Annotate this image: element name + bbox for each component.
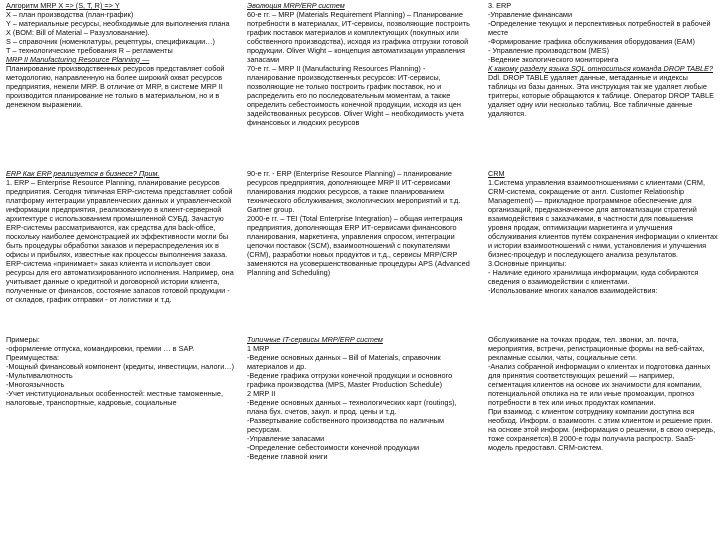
cell-crm-channels (488, 336, 718, 536)
text-line: Примеры: (6, 336, 40, 344)
text-paragraph: -Анализ собранной информации о клиентах и подготовка данных для принятия соответствующих решений — например, сегментация клиентов на основе их значимости для компании, потенциальной отклика на те или иные промоакции, прогноз потребности в тех или иных продуктах компании. (488, 361, 711, 407)
text-line: 3.Основные принципы: (488, 258, 567, 268)
text-line: -Ведение основных данных – Bill of Materials, справочник материалов и др. (247, 352, 441, 371)
text-line: -Мощный финансовый компонент (кредиты, инвестиции, налоги…) (6, 361, 234, 371)
text-paragraph: При взаимод. с клиентом сотруднику компании доступна вся необход. Информ. о взаимоотн. с этим клиентом и решение прин. на основе этой информ. (информация о решении, в свою очередь, тоже сохраняется).В 2000-е годы получила распростр. SaaS-модель предоставл. CRM-систем. (488, 406, 716, 452)
text-paragraph: Планирование производственных ресурсов представляет собой методологию, направленную на более широкий охват ресурсов предприятия, нежели MRP. В отличие от MRP, в системе MRP II производится планирование не только в материальном, но и в денежном выражении. (6, 63, 225, 109)
text-line: Y – материальные ресурсы, необходимые для выполнения плана X (BOM: Bill of Material – Разузлованание). (6, 18, 230, 37)
cell-crm (488, 170, 718, 334)
text-line: - Наличие единого хранилища информации, куда собираются сведения о взаимодействии с клиентами. (488, 267, 699, 286)
heading-mrp-algorithm: Алгоритм MRP X => (S, T, R) => Y (6, 2, 120, 10)
text-line: -Управление запасами (247, 433, 325, 443)
heading-typical-it-services: Типичные IT-сервисы MRP/ERP систем (247, 336, 383, 344)
text-line: T – технологические требования R – регламенты (6, 45, 173, 55)
text-line: -Ведение основных данных – технологических карт (routings), плана бух. счетов, закуп. и прод. цены и т.д. (247, 397, 457, 416)
text-line: Преимущества: (6, 352, 60, 362)
text-paragraph: 90-е гг. - ERP (Enterprise Resource Planning) – планирование ресурсов предприятия, дополняющее MRP II ИТ-сервисами планирования людских ресурсов, а также планированием технического обслуживания, экологических мероприятий и т.д. Gartner group. (247, 170, 461, 214)
text-paragraph: Ddl. DROP TABLE удаляет данные, метаданные и индексы таблицы из базы данных. Эта инструкция так же удаляет любые триггеры, которые обращаются к таблице. Оператор DROP TABLE удаляет одну или несколько таблиц. Все табличные данные удаляются. (488, 72, 714, 118)
text-line: -Ведение графика отгрузки конечной продукции и основного графика производства (MPS, Master Production Schedule) (247, 370, 453, 389)
text-line: -Ведение экологического мониторинга (488, 54, 619, 64)
cell-typical-it-services (247, 336, 475, 536)
text-line: -Многоязычность (6, 379, 65, 389)
text-paragraph: 1.Система управления взаимоотношениями с клиентами (CRM, CRM-система, сокращение от англ. Customer Relationship Management) — прикладное программное обеспечение для организаций, предназначенное для автоматизации стратегий взаимодействия с заказчиками, в частности для повышения уровня продаж, оптимизации маркетинга и улучшения обслуживания клиентов путём сохранения информации о клиентах и истории взаимоотношений с ними, установления и улучшения бизнес-процедур и последующего анализа результатов. (488, 177, 718, 259)
text-line: -Определение текущих и перспективных потребностей в рабочей месте (488, 18, 711, 37)
text-paragraph: Обслуживание на точках продаж, тел. звонки, эл. почта, мероприятия, встречи, регистрационные формы на веб-сайтах, рекламные ссылки, чаты, социальные сети. (488, 336, 705, 362)
text-line: 2 MRP II (247, 388, 276, 398)
text-line: -Управление финансами (488, 9, 573, 19)
cell-mrp-erp-evolution (247, 2, 475, 172)
text-paragraph: 70-е гг. – MRP II (Manufacturing Resources Planning) - планирование производственных ресурсов: ИТ-сервисы, позволяющие не только построить график поставок, но и распределить его по последовательным моментам, а также определить себестоимость конечной продукции, исходя из цен задействованных ресурсов. Oliver Wight – необходимость учета финансовых и людских ресурсов (247, 63, 464, 127)
text-line: -Учет институциональных особенностей: местные таможенные, налоговые, транспортные, кадровые, социальные (6, 388, 223, 407)
text-line: -Формирование графика обслуживания оборудования (EAM) (488, 36, 695, 46)
cell-erp-business (6, 170, 234, 334)
heading-evolution: Эволюция MRP/ERP систем (247, 2, 345, 10)
text-line: -Определение себестоимости конечной продукции (247, 442, 420, 452)
heading-sql-question: К какому разделу языка SQL относиться команда DROP TABLE? (488, 63, 714, 73)
text-line: -Мультивалютность (6, 370, 73, 380)
text-paragraph: 1. ERP – Enterprise Resource Planning, планирование ресурсов предприятия. Сегодня типичная ERP-система представляет собой платформу интеграции управленческих данных и управленческой информации предприятия, реализованную в клиент-серверной архитектуре с использованием промышленной СУБД. Зачастую ERP-системы рассматриваются, как средства для back-office, поскольку наиболее демонстрацией их эффективности могли бы быть процедуры обработки заказов и перераспределения их в офисы и прибылях, известные как процессы выполнения заказа. ERP-система «принимает» заказ клиента и использует свои ресурсы для его автоматизированного исполнения. Например, она учитывает данные о кредитной и договорной истории клиента, полученные от финансов, состояние запасов готовой продукции - от складов, график отправки - от логистики и т.д. (6, 177, 234, 304)
heading-erp-business: ERP Как ERP реализуется в бизнесе? Прим. (6, 170, 160, 178)
cell-examples-advantages (6, 336, 234, 536)
text-line: -Использование многих каналов взаимодействия: (488, 285, 658, 295)
cell-mrp-algorithm (6, 2, 234, 172)
heading-mrp-ii: MRP II Manufacturing Resource Planning — (6, 54, 150, 64)
text-paragraph: 2000-е гг. – TEI (Total Enterprise Integration) – общая интеграция предприятия, дополняющая ERP ИТ-сервисами финансового планирования, маркетинга, управления спросом, интеграции цепочки поставок (SCM), взаимоотношений с покупателями (CRM), разработки новых продуктов и т.д., сервисы MRP/CRP заменяются на усовершенствованные процедуры APS (Advanced Planning and Scheduling) (247, 213, 470, 277)
text-line: 1 MRP (247, 343, 270, 353)
text-line: -оформление отпуска, командировки, премии … в SAP. (6, 343, 195, 353)
text-line: S – справочник (номенклатуры, рецептуры, спецификации…) (6, 36, 215, 46)
text-line: -Ведение главной книги (247, 451, 328, 461)
cell-erp-tei (247, 170, 475, 334)
text-line: -Развертывание собственного производства по наличным ресурсам. (247, 415, 445, 434)
text-paragraph: 60-е гг. – MRP (Materials Requirement Planning) – Планирование потребности в материалах, ИТ-сервисы, позволяющие построить график поставок материалов и комплектующих (покупных или собственного производства), исходя из графика отгрузки готовой продукции. Oliver Wight – концепция автоматизации управления запасами (247, 9, 470, 64)
cell-erp-functions (488, 2, 718, 172)
heading-crm: CRM (488, 170, 505, 178)
text-line: - Управление производством (MES) (488, 45, 610, 55)
text-line: X – план производства (план-график) (6, 9, 134, 19)
heading-erp-3: 3. ERP (488, 2, 512, 10)
